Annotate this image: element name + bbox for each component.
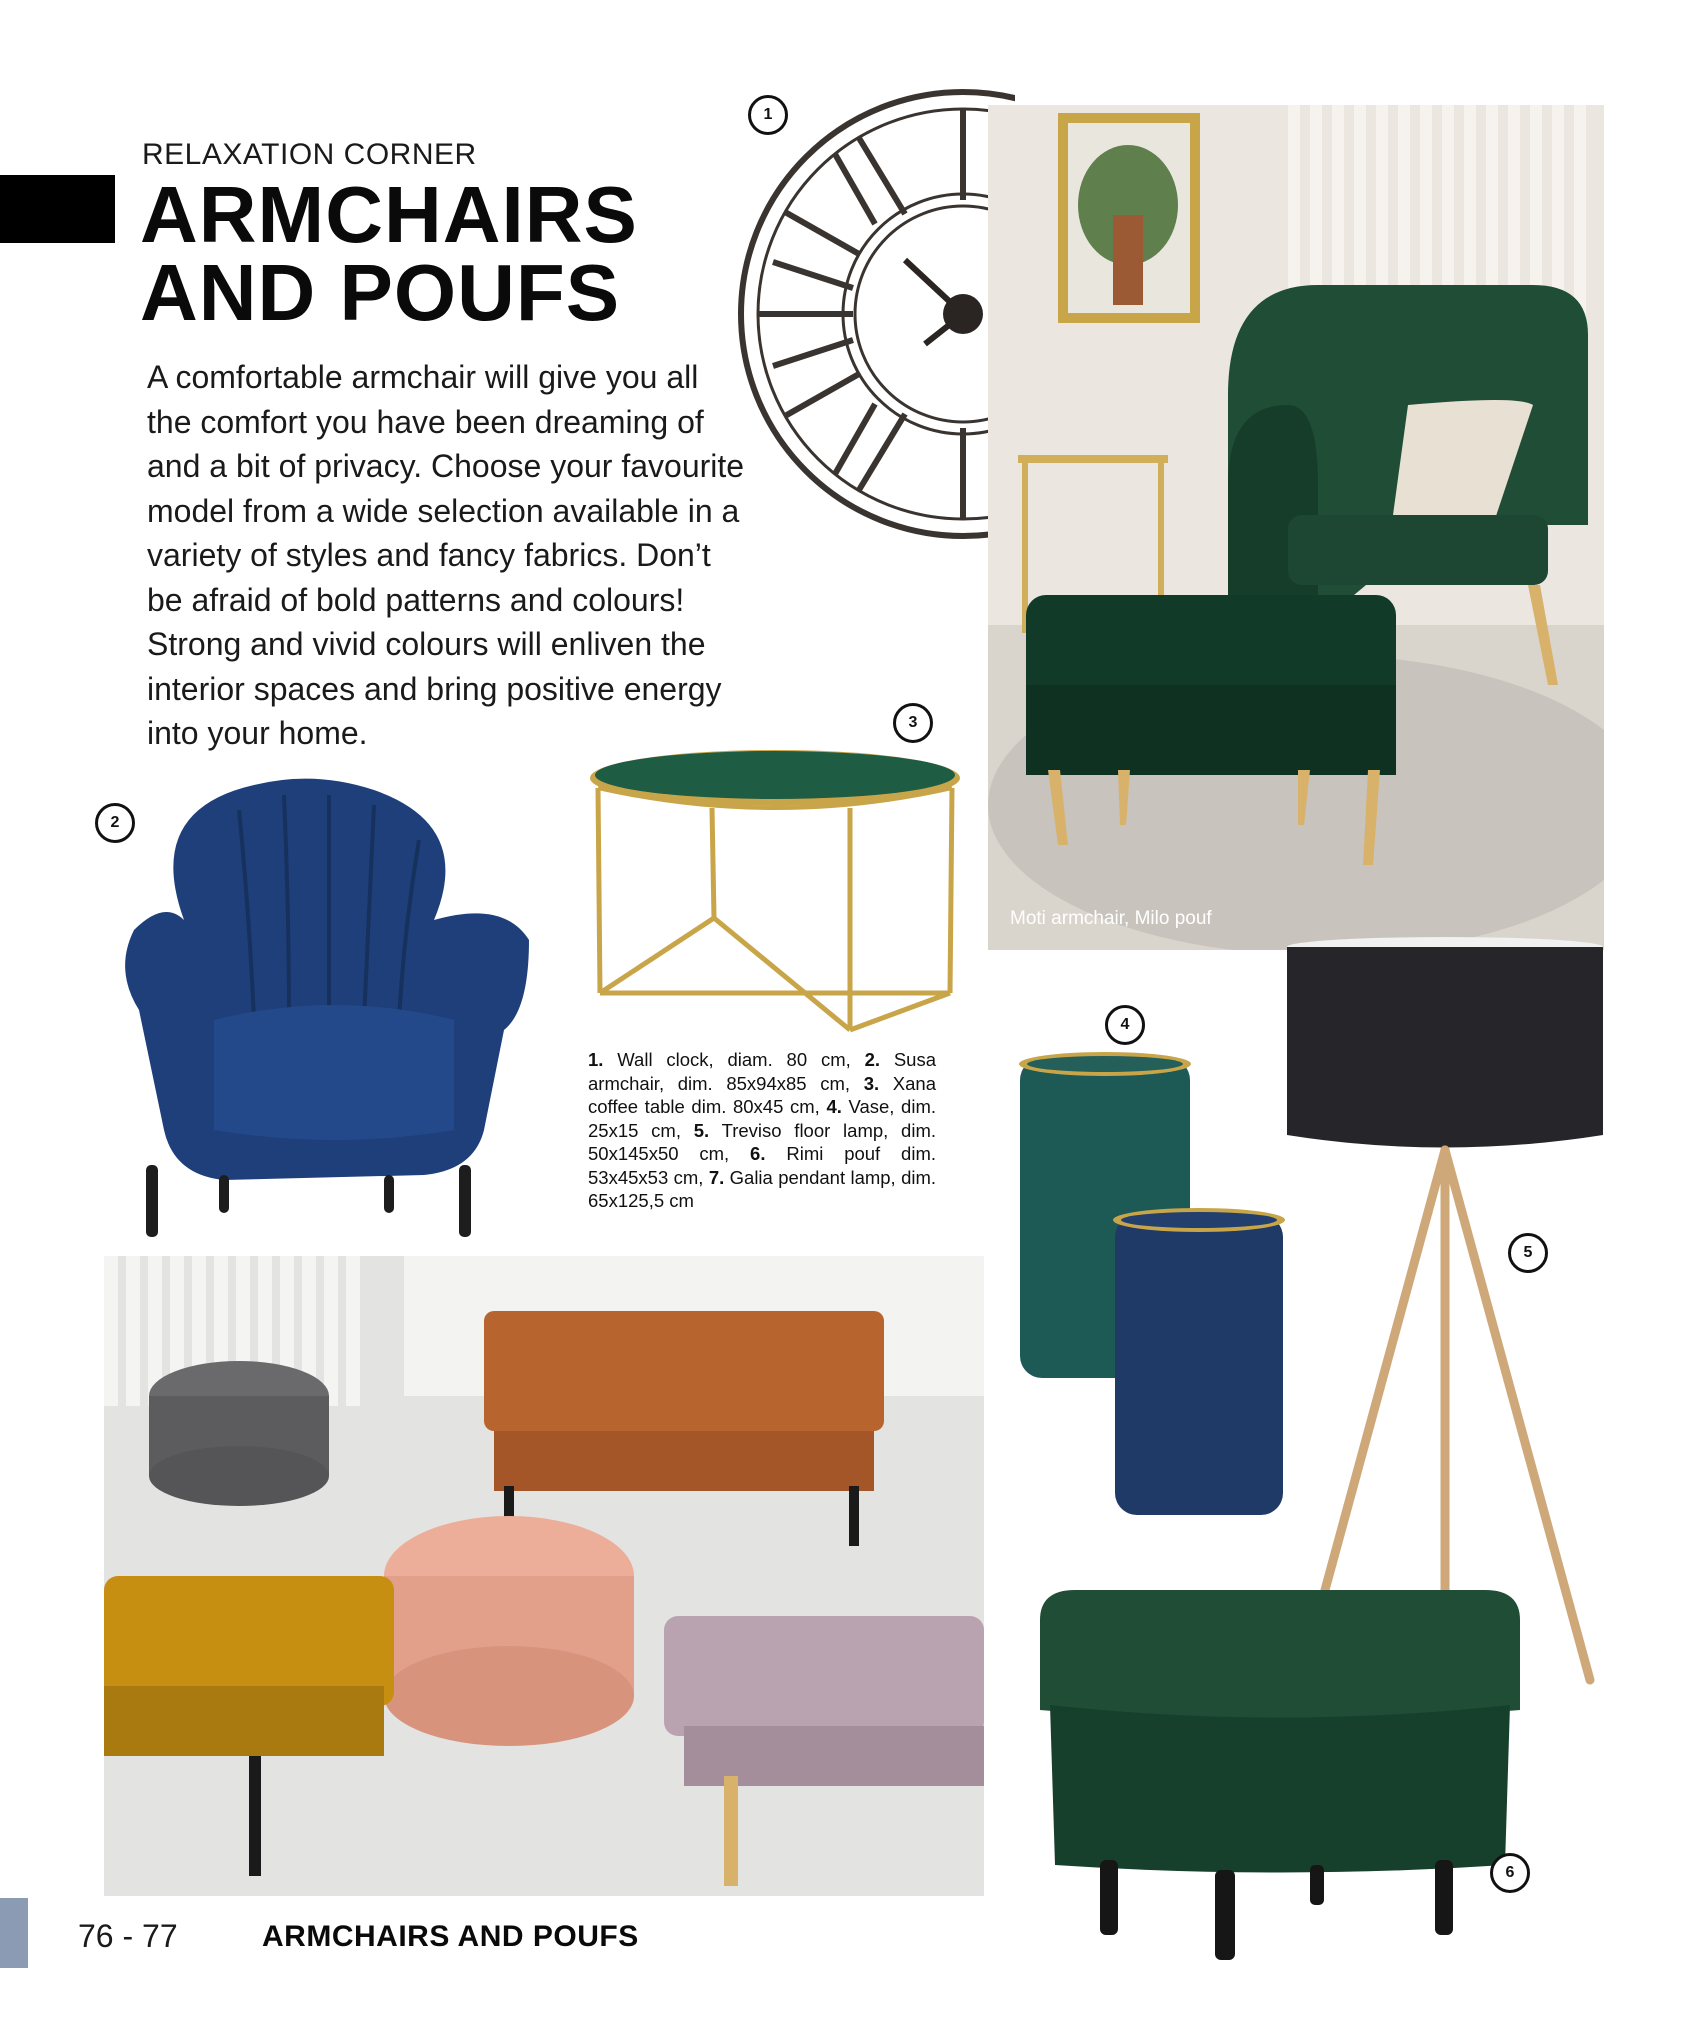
spec-3-num: 3.: [863, 1072, 880, 1094]
susa-armchair-image: [84, 770, 534, 1240]
spec-2-num: 2.: [864, 1049, 881, 1070]
hero-room-photo: [988, 105, 1604, 950]
spec-1-text: Wall clock, diam. 80 cm,: [617, 1049, 851, 1070]
spec-5-text: Treviso floor lamp, dim. 50x145x50 cm,: [588, 1119, 936, 1164]
title-line-2: AND POUFS: [140, 248, 621, 337]
spec-7-num: 7.: [708, 1166, 725, 1188]
badge-2: 2: [95, 803, 135, 843]
rimi-pouf-image: [1035, 1580, 1525, 1960]
badge-1: 1: [748, 95, 788, 135]
xana-coffee-table-image: [588, 748, 962, 1038]
spec-6-text: Rimi pouf dim. 53x45x53 cm,: [588, 1143, 937, 1188]
badge-5: 5: [1508, 1233, 1548, 1273]
badge-4: 4: [1105, 1005, 1145, 1045]
footer-section-title: ARMCHAIRS AND POUFS: [262, 1920, 639, 1953]
spec-5-num: 5.: [693, 1119, 710, 1141]
spec-4-text: Vase, dim. 25x15 cm,: [588, 1096, 937, 1141]
section-marker: [0, 175, 115, 243]
spec-4-num: 4.: [826, 1096, 842, 1117]
spec-2-text: Susa armchair, dim. 85x94x85 cm,: [588, 1049, 937, 1094]
page-numbers: 76 - 77: [78, 1918, 178, 1954]
spec-6-num: 6.: [750, 1143, 766, 1164]
badge-3: 3: [893, 703, 933, 743]
hero-photo-caption: Moti armchair, Milo pouf: [1010, 908, 1212, 929]
spec-1-num: 1.: [588, 1049, 604, 1070]
poufs-collection-photo: [104, 1256, 984, 1896]
page-title: [140, 170, 638, 337]
footer-marker: [0, 1898, 28, 1968]
wall-clock-image: [735, 82, 1015, 552]
intro-paragraph: A comfortable armchair will give you all the comfort you have been dreaming of and a bit of privacy. Choose your favourite model from a wide selection available in a variety of styles and fancy fabrics. Don’t be afraid of bold patterns and colours! Strong and vivid colours will enliven the interior spaces and bring positive energy into your home.: [147, 359, 745, 751]
badge-6: 6: [1490, 1853, 1530, 1893]
section-eyebrow: RELAXATION CORNER: [142, 138, 477, 171]
spec-7-text: Galia pendant lamp, dim. 65x125,5 cm: [588, 1166, 937, 1211]
product-specs: [588, 1048, 936, 1213]
title-line-1: ARMCHAIRS: [140, 170, 638, 259]
vases-image: [1015, 1050, 1285, 1520]
spec-3-text: Xana coffee table dim. 80x45 cm,: [588, 1072, 936, 1117]
